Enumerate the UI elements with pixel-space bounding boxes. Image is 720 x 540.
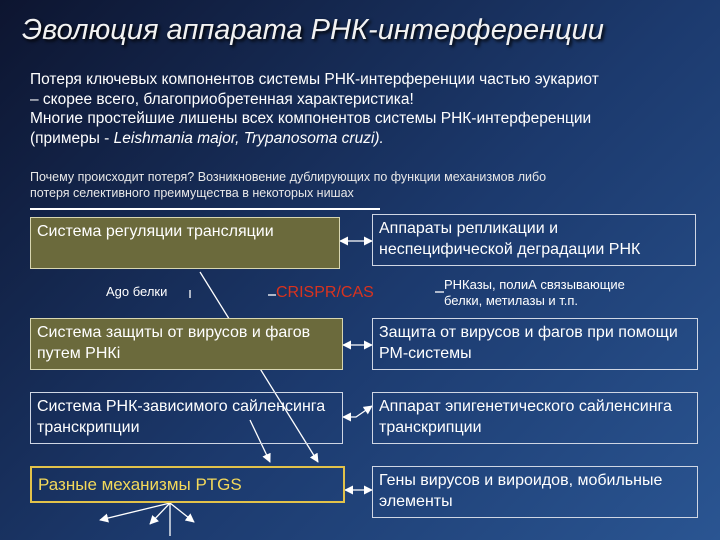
crispr-cas-label: CRISPR/CAS: [276, 284, 374, 301]
box-ptgs: Разные механизмы PTGS: [30, 466, 345, 503]
box-replication-degradation: Аппараты репликации и неспецифической деградации РНК: [372, 214, 696, 266]
ago-proteins-label: Ago белки: [106, 284, 168, 299]
rnases-label: [444, 277, 625, 309]
why-line-1: Почему происходит потеря? Возникновение дублирующих по функции механизмов либо: [30, 170, 547, 184]
box-rm-system: Защита от вирусов и фагов при помощи РМ-системы: [372, 318, 698, 370]
box-viral-genes: Гены вирусов и вироидов, мобильные элементы: [372, 466, 698, 518]
arrow-ptgs-right: [170, 503, 194, 522]
arrow-transcriptional-epigenetic: [343, 406, 372, 417]
intro-line-3: Многие простейшие лишены всех компонентов системы РНК-интерференции: [30, 110, 592, 127]
arrow-ptgs-left: [100, 503, 170, 520]
intro-line-2: – скорее всего, благоприобретенная характеристика!: [30, 90, 414, 108]
examples-prefix: (примеры -: [30, 129, 114, 147]
species-examples: Leishmania major, Trypanosoma cruzi).: [113, 129, 384, 147]
slide-title: Эволюция аппарата РНК-интерференции: [22, 14, 604, 46]
intro-line-1: Потеря ключевых компонентов системы РНК-интерференции частью эукариот: [30, 71, 599, 88]
rnases-line-1: РНКазы, полиА связывающие: [444, 277, 625, 292]
rnases-line-2: белки, метилазы и т.п.: [444, 293, 579, 308]
box-transcriptional-silencing: Система РНК-зависимого сайленсинга транскрипции: [30, 392, 343, 444]
arrow-ptgs-mid: [150, 503, 170, 524]
why-line-2: потеря селективного преимущества в некоторых нишах: [30, 185, 354, 200]
box-antiviral-rnai: Система защиты от вирусов и фагов путем РНКi: [30, 318, 343, 370]
box-translation-regulation: Система регуляции трансляции: [30, 217, 340, 269]
box-epigenetic-silencing: Аппарат эпигенетического сайленсинга транскрипции: [372, 392, 698, 444]
